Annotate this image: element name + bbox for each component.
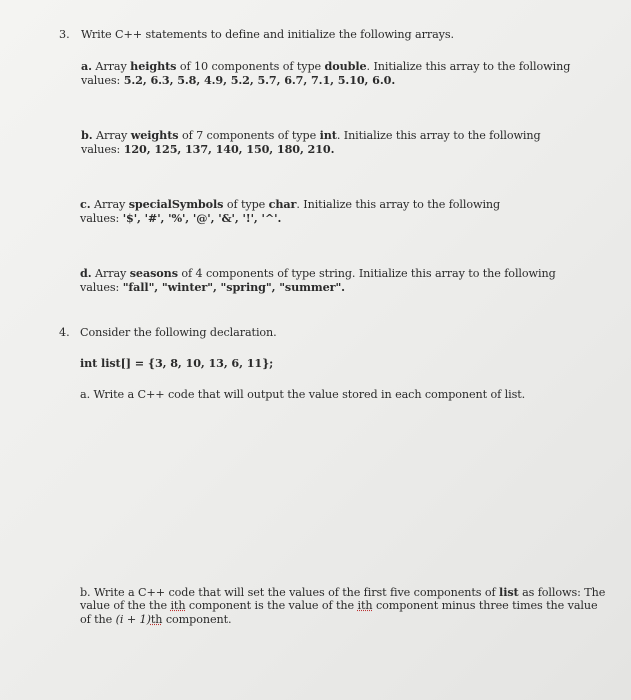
q4b-line3-b: component. [165,613,232,626]
q3c-values: '$', '#', '%', '@', '&', '!', '^'. [122,211,282,225]
q3d-mid: of 4 components of type string. Initialize this array to the following [181,267,556,280]
q3c-line1 [80,197,500,212]
q4b-line1-pre: b. Write a C++ code that will set the values of the first five components of [80,586,496,599]
q3a-pre: Array [95,60,127,73]
q3-prompt: Write C++ statements to define and initialize the following arrays. [81,28,454,41]
q4-prompt: Consider the following declaration. [80,326,277,339]
q3a-label: a. [81,59,92,73]
q4b-list-name: list [499,585,519,599]
q4b-line2-c: component minus three times the value [375,599,598,612]
q3d-array-name: seasons [129,266,178,280]
q3a-line1 [81,59,570,74]
q3b-label: b. [81,128,93,142]
q3a-line2 [81,73,395,88]
q3d-values: "fall", "winter", "spring", "summer". [122,280,345,294]
q3a-values-label: values: [81,74,121,87]
q3d-line2 [80,280,345,295]
q3b-values-label: values: [81,143,121,156]
q3a-post: . Initialize this array to the following [366,60,571,73]
q3c-pre: Array [93,198,126,211]
q3c-array-name: specialSymbols [128,197,224,211]
q4b-line2 [80,599,598,613]
q3-number: 3. [59,28,70,41]
q3d-line1 [80,266,556,281]
q3a-mid: of 10 components of type [179,60,322,73]
q3c-mid: of type [226,198,266,211]
q3b-post: . Initialize this array to the following [336,129,541,142]
q3c-post: . Initialize this array to the following [296,198,501,211]
q3b-array-name: weights [130,128,179,142]
q3a-type: double [324,59,367,73]
q3b-type: int [319,128,337,142]
q3d-values-label: values: [80,281,120,294]
q3a-values: 5.2, 6.3, 5.8, 4.9, 5.2, 5.7, 6.7, 7.1, 5.10, 6.0. [123,73,396,87]
q4a-text: a. Write a C++ code that will output the value stored in each component of list. [80,388,526,401]
q4-number: 4. [59,326,70,339]
q3b-pre: Array [96,129,128,142]
q3b-mid: of 7 components of type [181,129,317,142]
q4b-line2-b: component is the value of the [188,599,355,612]
q4b-i-plus-1: (i + 1) [115,613,151,626]
q3c-type: char [268,197,297,211]
q3d-pre: Array [95,267,127,280]
q4b-line1 [80,585,605,600]
q4b-line1-post: as follows: The [522,586,606,599]
q4b-th: th [150,613,163,626]
q4b-ith-1: ith [170,599,186,612]
q3a-array-name: heights [130,59,177,73]
q4b-line3-a: of the [80,613,113,626]
q4b-ith-2: ith [357,599,373,612]
q3d-label: d. [80,266,92,280]
q4b-line2-a: value of the the [80,599,167,612]
q3c-label: c. [80,197,91,211]
q4-declaration: int list[] = {3, 8, 10, 13, 6, 11}; [80,356,274,370]
q3c-line2 [80,211,281,226]
q3c-values-label: values: [80,212,120,225]
q3b-line2 [81,142,334,157]
q3b-line1 [81,128,541,143]
q4b-line3 [80,613,231,627]
q3b-values: 120, 125, 137, 140, 150, 180, 210. [123,142,335,156]
